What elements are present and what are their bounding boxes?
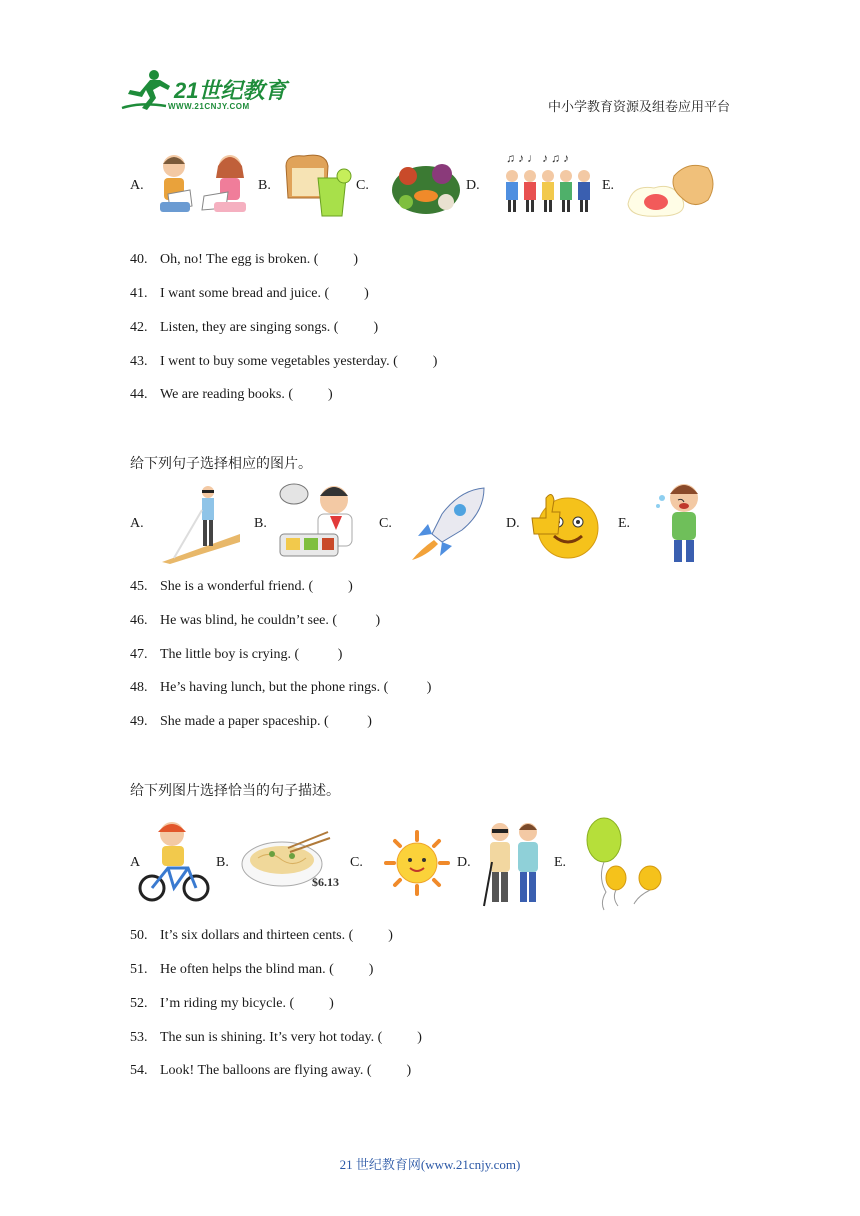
question-46 xyxy=(130,613,380,629)
question-text: He was blind, he couldn’t see. ( ) xyxy=(160,613,381,628)
question-number: 47. xyxy=(130,647,148,662)
question-number: 54. xyxy=(130,1063,148,1078)
question-text: I want some bread and juice. ( ) xyxy=(160,286,369,301)
question-40 xyxy=(130,252,358,268)
runner-logo-icon xyxy=(120,68,174,112)
question-number: 51. xyxy=(130,962,148,977)
option-label-c: C. xyxy=(356,178,369,193)
question-49 xyxy=(130,714,372,730)
site-logo xyxy=(120,68,295,118)
bread-and-juice-picture xyxy=(282,152,354,218)
question-text: Look! The balloons are flying away. ( ) xyxy=(160,1063,412,1078)
price-tag: $6.13 xyxy=(312,875,339,889)
option-label-e: E. xyxy=(618,516,631,531)
header-title: 中小学教育资源及组卷应用平台 xyxy=(547,100,730,115)
question-text: We are reading books. ( ) xyxy=(160,387,333,402)
question-number: 45. xyxy=(130,579,148,594)
logo-text: 21世纪教育 xyxy=(174,78,287,103)
question-42 xyxy=(130,320,378,336)
option-label-d: D. xyxy=(506,516,520,531)
question-text: I went to buy some vegetables yesterday. ( ) xyxy=(160,354,438,369)
question-text: Listen, they are singing songs. ( ) xyxy=(160,320,379,335)
question-52 xyxy=(130,996,334,1012)
option-label-e: E. xyxy=(602,178,615,193)
question-text: It’s six dollars and thirteen cents. ( ) xyxy=(160,928,393,943)
option-label-b: B. xyxy=(254,516,267,531)
sun-picture xyxy=(384,830,450,896)
question-number: 40. xyxy=(130,252,148,267)
option-label-a: A xyxy=(130,855,141,870)
option-label-b: B. xyxy=(216,855,229,870)
question-43 xyxy=(130,354,437,370)
option-label-c: C. xyxy=(379,516,392,531)
question-text: He often helps the blind man. ( ) xyxy=(160,962,374,977)
question-45 xyxy=(130,579,353,595)
question-text: He’s having lunch, but the phone rings. ( ) xyxy=(160,680,432,695)
question-number: 50. xyxy=(130,928,148,943)
broken-egg-picture xyxy=(624,160,718,220)
children-reading-books-picture xyxy=(152,150,256,220)
thumbs-up-smiley-picture xyxy=(528,488,604,560)
option-label-a: A. xyxy=(130,178,144,193)
question-53 xyxy=(130,1030,422,1046)
option-label-a: A. xyxy=(130,516,144,531)
question-number: 46. xyxy=(130,613,148,628)
question-51 xyxy=(130,962,373,978)
question-number: 42. xyxy=(130,320,148,335)
question-text: I’m riding my bicycle. ( ) xyxy=(160,996,334,1011)
question-text: She is a wonderful friend. ( ) xyxy=(160,579,353,594)
question-47 xyxy=(130,647,342,663)
question-number: 43. xyxy=(130,354,148,369)
section3-instruction: 给下列图片选择恰当的句子描述。 xyxy=(130,783,340,799)
blind-man-walking-picture xyxy=(160,484,242,564)
svg-text:♫ ♪ ♩ ♪ ♫ ♪: ♫ ♪ ♩ ♪ ♫ ♪ xyxy=(506,151,569,165)
question-number: 48. xyxy=(130,680,148,695)
girl-riding-bicycle-picture xyxy=(138,818,210,904)
question-text: The little boy is crying. ( ) xyxy=(160,647,343,662)
option-label-d: D. xyxy=(466,178,480,193)
question-number: 49. xyxy=(130,714,148,729)
spaceship-rocket-picture xyxy=(408,484,490,562)
question-54 xyxy=(130,1063,411,1079)
question-text: The sun is shining. It’s very hot today. ( ) xyxy=(160,1030,422,1045)
question-number: 41. xyxy=(130,286,148,301)
footer-link[interactable]: 21 世纪教育网(www.21cnjy.com) xyxy=(339,1157,521,1172)
option-label-b: B. xyxy=(258,178,271,193)
question-50 xyxy=(130,928,393,944)
question-text: Oh, no! The egg is broken. ( ) xyxy=(160,252,359,267)
balloons-picture xyxy=(582,816,668,912)
question-number: 53. xyxy=(130,1030,148,1045)
crying-boy-picture xyxy=(652,480,712,568)
helping-blind-man-picture xyxy=(480,818,550,910)
question-41 xyxy=(130,286,369,302)
section2-instruction: 给下列句子选择相应的图片。 xyxy=(130,456,312,472)
boy-lunch-phone-picture xyxy=(276,480,364,566)
option-label-e: E. xyxy=(554,855,567,870)
logo-subtext: WWW.21CNJY.COM xyxy=(168,102,250,111)
noodles-bowl-picture xyxy=(238,826,348,894)
question-44 xyxy=(130,387,333,403)
question-number: 44. xyxy=(130,387,148,402)
option-label-d: D. xyxy=(457,855,471,870)
vegetables-picture xyxy=(386,152,464,220)
option-label-c: C. xyxy=(350,855,363,870)
question-number: 52. xyxy=(130,996,148,1011)
children-singing-picture xyxy=(500,148,596,218)
question-text: She made a paper spaceship. ( ) xyxy=(160,714,372,729)
question-48 xyxy=(130,680,431,696)
